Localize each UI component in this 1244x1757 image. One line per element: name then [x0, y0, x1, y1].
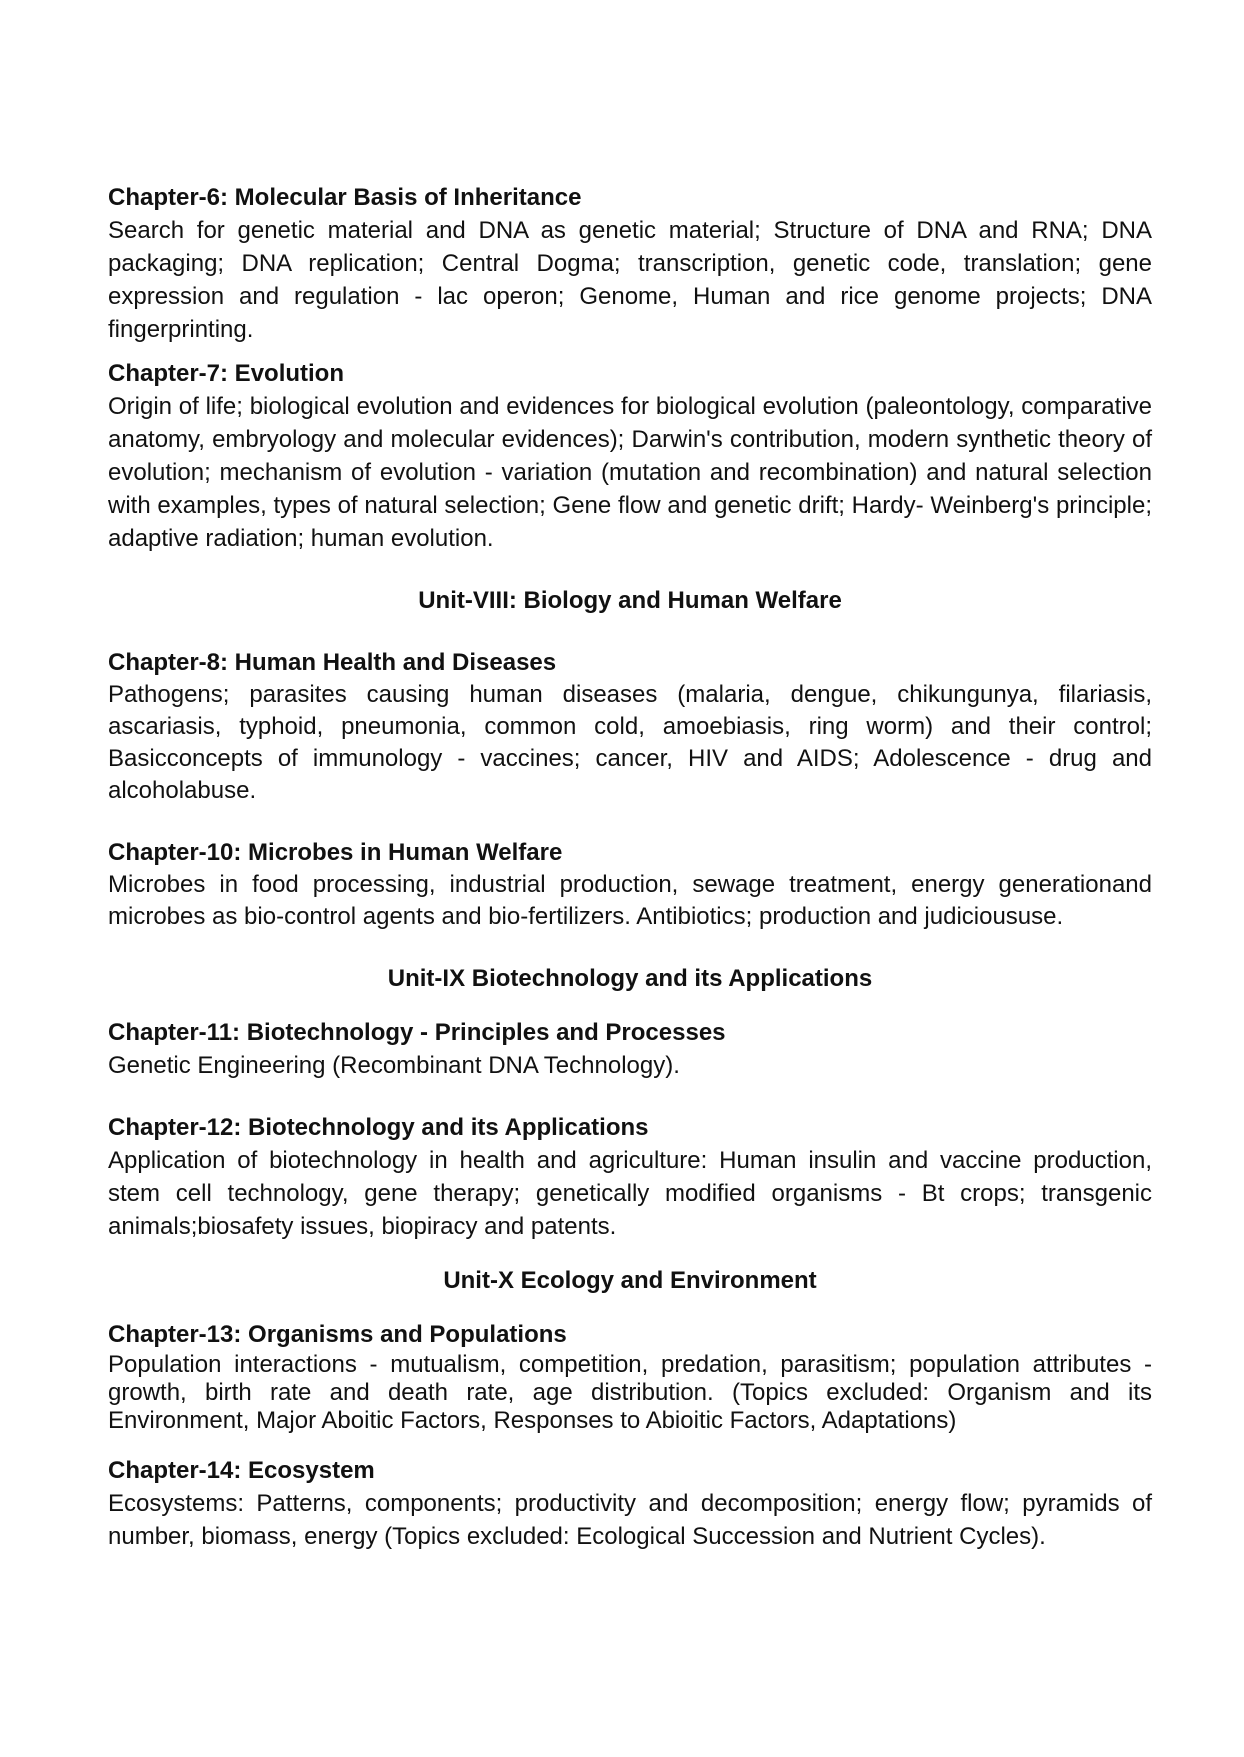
chapter-8-body: Pathogens; parasites causing human diseases (malaria, dengue, chikungunya, filariasis, ascariasis, typhoid, pneumonia, common cold, amoebiasis, ring worm) and their control; Basicconcepts of immunology - vaccines; cancer, HIV and AIDS; Adolescence - drug and alcoholabuse. [108, 681, 1152, 804]
unit-8-title: Unit-VIII: Biology and Human Welfare [418, 587, 842, 614]
chapter-7-title: Chapter-7: Evolution [108, 360, 345, 387]
chapter-6-section [108, 182, 1152, 346]
unit-10-title: Unit-X Ecology and Environment [443, 1267, 817, 1294]
chapter-14-title: Chapter-14: Ecosystem [108, 1457, 375, 1484]
chapter-13-section [108, 1319, 1152, 1435]
chapter-8-section [108, 647, 1152, 807]
chapter-11-title: Chapter-11: Biotechnology - Principles and Processes [108, 1019, 726, 1046]
chapter-7-section [108, 358, 1152, 555]
chapter-12-section [108, 1112, 1152, 1243]
chapter-11-body: Genetic Engineering (Recombinant DNA Technology). [108, 1052, 680, 1079]
syllabus-page [108, 182, 1152, 1553]
chapter-12-body: Application of biotechnology in health and agriculture: Human insulin and vaccine production, stem cell technology, gene therapy; genetically modified organisms - Bt crops; transgenic animals;biosafety issues, biopiracy and patents. [108, 1147, 1152, 1240]
chapter-13-title: Chapter-13: Organisms and Populations [108, 1321, 567, 1348]
chapter-14-section [108, 1455, 1152, 1553]
chapter-6-body: Search for genetic material and DNA as genetic material; Structure of DNA and RNA; DNA packaging; DNA replication; Central Dogma; transcription, genetic code, translation; gene expression and regulation - lac operon; Genome, Human and rice genome projects; DNA fingerprinting. [108, 217, 1152, 343]
chapter-12-title: Chapter-12: Biotechnology and its Applications [108, 1114, 649, 1141]
chapter-10-section [108, 837, 1152, 933]
chapter-8-title: Chapter-8: Human Health and Diseases [108, 649, 557, 676]
chapter-14-body: Ecosystems: Patterns, components; productivity and decomposition; energy flow; pyramids of number, biomass, energy (Topics excluded: Ecological Succession and Nutrient Cycles). [108, 1490, 1152, 1550]
chapter-10-title: Chapter-10: Microbes in Human Welfare [108, 839, 563, 866]
unit-9-title: Unit-IX Biotechnology and its Applications [387, 965, 873, 992]
chapter-13-body: Population interactions - mutualism, competition, predation, parasitism; population attributes - growth, birth rate and death rate, age distribution. (Topics excluded: Organism and its Environment, Major Aboitic Factors, Responses to Abioitic Factors, Adaptations) [108, 1351, 1152, 1434]
chapter-6-title: Chapter-6: Molecular Basis of Inheritance [108, 184, 582, 211]
chapter-11-section [108, 1017, 1152, 1082]
chapter-7-body: Origin of life; biological evolution and evidences for biological evolution (paleontology, comparative anatomy, embryology and molecular evidences); Darwin's contribution, modern synthetic theory of evolution; mechanism of evolution - variation (mutation and recombination) and natural selection with examples, types of natural selection; Gene flow and genetic drift; Hardy- Weinberg's principle; adaptive radiation; human evolution. [108, 393, 1152, 552]
chapter-10-body: Microbes in food processing, industrial production, sewage treatment, energy generationand microbes as bio-control agents and bio-fertilizers. Antibiotics; production and judicioususe. [108, 871, 1152, 930]
